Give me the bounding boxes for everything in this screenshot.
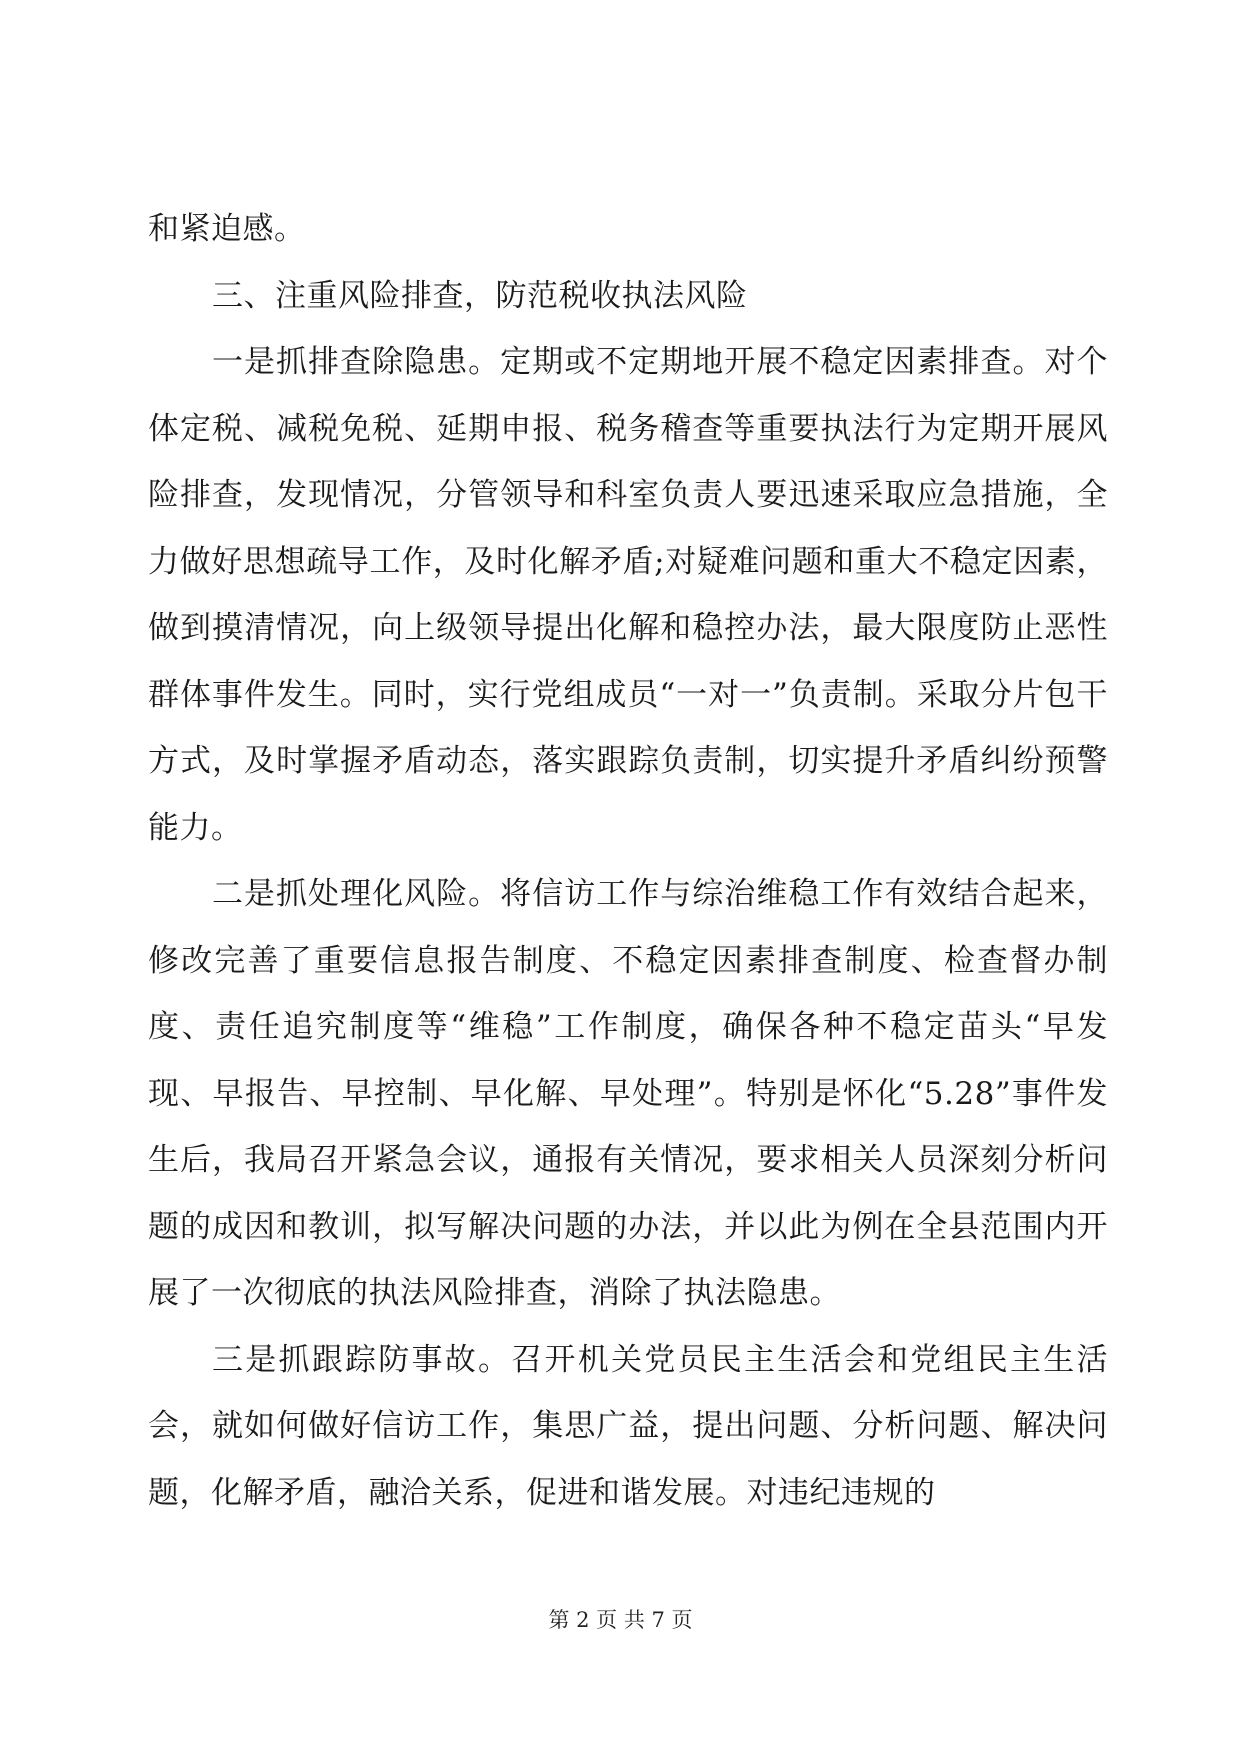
paragraph-continuation: 和紧迫感。 [148, 211, 306, 247]
paragraph: 一是抓排查除隐患。定期或不定期地开展不稳定因素排查。对个体定税、减税免税、延期申报、税务稽查等重要执法行为定期开展风险排查，发现情况，分管领导和科室负责人要迅速采取应急措施，全力做好思想疏导工作，及时化解矛盾;对疑难问题和重大不稳定因素，做到摸清情况，向上级领导提出化解和稳控办法，最大限度防止恶性群体事件发生。同时，实行党组成员“一对一”负责制。采取分片包干方式，及时掌握矛盾动态，落实跟踪负责制，切实提升矛盾纠纷预警能力。 [148, 344, 1108, 846]
page-footer: 第 2 页 共 7 页 [548, 1608, 693, 1632]
section-heading: 三、注重风险排查，防范税收执法风险 [212, 277, 748, 314]
document-body [148, 196, 1108, 1526]
paragraph: 二是抓处理化风险。将信访工作与综治维稳工作有效结合起来，修改完善了重要信息报告制度、不稳定因素排查制度、检查督办制度、责任追究制度等“维稳”工作制度，确保各种不稳定苗头“早发现、早报告、早控制、早化解、早处理”。特别是怀化“5.28”事件发生后，我局召开紧急会议，通报有关情况，要求相关人员深刻分析问题的成因和教训，拟写解决问题的办法，并以此为例在全县范围内开展了一次彻底的执法风险排查，消除了执法隐患。 [148, 876, 1108, 1311]
paragraph: 三是抓跟踪防事故。召开机关党员民主生活会和党组民主生活会，就如何做好信访工作，集思广益，提出问题、分析问题、解决问题，化解矛盾，融洽关系，促进和谐发展。对违纪违规的 [148, 1341, 1108, 1511]
